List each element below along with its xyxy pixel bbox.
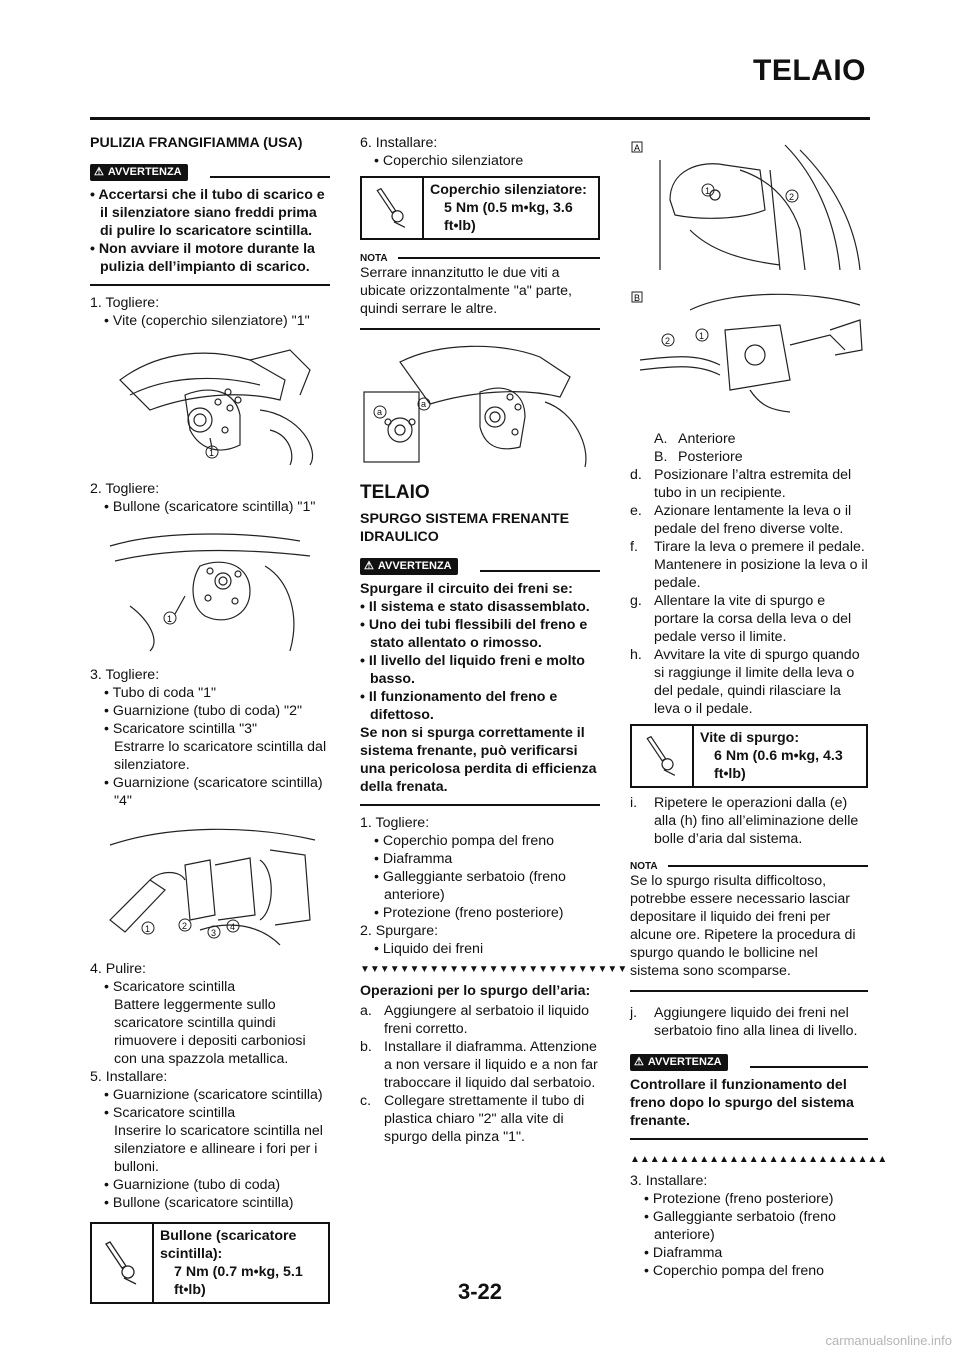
procedure-step: f. Tirare la leva o premere il pedale. Mantenere in posizione la leva o il pedale. (630, 539, 868, 591)
procedure-step: j. Aggiungere liquido dei freni nel serbatoio fino alla linea di livello. (630, 1005, 858, 1039)
step-item: • Liquido dei freni (374, 941, 484, 957)
step-item: • Scaricatore scintilla "3" (104, 721, 258, 737)
torque-value: 5 Nm (0.5 m•kg, 3.6 ft•lb) (444, 200, 573, 234)
section-heading: TELAIO (360, 482, 430, 503)
figure-label: 4 (230, 922, 236, 932)
warning-badge: ⚠ AVVERTENZA (360, 558, 458, 575)
step: 2. Togliere: (90, 481, 160, 497)
section-title: PULIZIA FRANGIFIAMMA (USA) (90, 135, 303, 151)
torque-wrench-icon (632, 726, 694, 786)
step-item: • Guarnizione (tubo di coda) "2" (104, 703, 303, 719)
torque-value: 6 Nm (0.6 m•kg, 4.3 ft•lb) (714, 748, 843, 782)
step: 2. Spurgare: (360, 923, 439, 939)
procedure-step: b. Installare il diaframma. Attenzione a non versare il liquido e a non far traboccare il liquido dal serbatoio. (360, 1039, 598, 1091)
figure-label: 3 (211, 928, 217, 938)
step-item: • Guarnizione (tubo di coda) (104, 1177, 281, 1193)
step-item: • Protezione (freno posteriore) (374, 905, 564, 921)
torque-value: 7 Nm (0.7 m•kg, 5.1 ft•lb) (174, 1264, 303, 1298)
warning-item: • Il sistema e stato disassemblato. (360, 599, 590, 615)
warning-item: • Il funzionamento del freno e difettoso. (360, 689, 558, 723)
procedure-step: g. Allentare la vite di spurgo e portare la corsa della leva o del pedale verso il limite. (630, 593, 852, 645)
procedure-step: d. Posizionare l’altra estremita del tubo in un recipiente. (630, 467, 852, 501)
step: 1. Togliere: (360, 815, 430, 831)
torque-wrench-icon (362, 178, 424, 238)
torque-name: Bullone (scaricatore scintilla): (160, 1228, 297, 1262)
column-2 (360, 134, 628, 1146)
section-title: SPURGO SISTEMA FRENANTE IDRAULICO (360, 511, 570, 545)
warning-badge: ⚠ AVVERTENZA (630, 1054, 728, 1071)
procedure-title: Operazioni per lo spurgo dell’aria: (360, 983, 591, 999)
step-item: • Protezione (freno posteriore) (644, 1191, 834, 1207)
warning-icon: ⚠ (94, 166, 104, 178)
step-item: • Galleggiante serbatoio (freno anteriore) (644, 1209, 836, 1243)
procedure-step: e. Azionare lentamente la leva o il pedale del freno diverse volte. (630, 503, 852, 537)
header-rule (90, 117, 870, 120)
torque-spec-box (360, 176, 600, 240)
step-item: • Bullone (scaricatore scintilla) (104, 1195, 294, 1211)
figure-label: 1 (699, 331, 705, 341)
figure-spark-arrester-bolt (90, 526, 330, 656)
warning-intro: Spurgare il circuito dei freni se: (360, 581, 573, 597)
step-note: Estrarre lo scaricatore scintilla dal silenziatore. (114, 739, 327, 773)
torque-name: Vite di spurgo: (700, 730, 800, 746)
step-item: • Guarnizione (scaricatore scintilla) "4" (104, 775, 323, 809)
figure-tail-pipe (90, 820, 330, 950)
step: 3. Installare: (630, 1173, 708, 1189)
warning-box (90, 162, 330, 286)
step-item: • Vite (coperchio silenziatore) "1" (104, 313, 310, 329)
warning-icon: ⚠ (634, 1056, 644, 1068)
warning-icon: ⚠ (364, 560, 374, 572)
step: 1. Togliere: (90, 295, 160, 311)
watermark: carmanualsonline.info (825, 1333, 952, 1348)
page-header-title: TELAIO (753, 54, 866, 87)
torque-name: Coperchio silenziatore: (430, 182, 587, 198)
warning-badge: ⚠ AVVERTENZA (90, 164, 188, 181)
procedure-step: h. Avvitare la vite di spurgo quando si raggiunge il limite della leva o del pedale, quindi rilasciare la leva o il pedale. (630, 647, 860, 717)
figure-label: 1 (167, 614, 173, 624)
note-body: Serrare innanzitutto le due viti a ubicate orizzontalmente "a" parte, quindi serrare le altre. (360, 262, 600, 330)
step-item: • Guarnizione (scaricatore scintilla) (104, 1087, 323, 1103)
warning-outro: Se non si spurga correttamente il sistema frenante, può verificarsi una pericolosa perdita di efficienza della frenata. (360, 725, 597, 795)
step: 6. Installare: (360, 135, 438, 151)
column-1 (90, 134, 330, 1310)
figure-caption: A. Anteriore (654, 431, 736, 447)
figure-front-brake (630, 140, 868, 280)
step-note: Inserire lo scaricatore scintilla nel silenziatore e allineare i fori per i bulloni. (114, 1123, 323, 1175)
step-item: • Coperchio pompa del freno (374, 833, 555, 849)
procedure-step: i. Ripetere le operazioni dalla (e) alla (h) fino all’eliminazione delle bolle d’aria dal sistema. (630, 795, 859, 847)
step: 5. Installare: (90, 1069, 168, 1085)
figure-rear-brake (630, 290, 868, 420)
torque-spec-box (630, 724, 868, 788)
warning-box (360, 556, 600, 806)
note-body: Se lo spurgo risulta difficoltoso, potrebbe essere necessario lasciar depositare il liquido dei freni per alcune ore. Ripetere la procedura di spurgo quando le bollicine nel sistema sono scomparse. (630, 870, 868, 992)
step: 4. Pulire: (90, 961, 146, 977)
figure-caption: B. Posteriore (654, 449, 743, 465)
figure-label: 1 (705, 186, 711, 196)
procedure-end-marker: ▲▲▲▲▲▲▲▲▲▲▲▲▲▲▲▲▲▲▲▲▲▲▲▲▲▲ (630, 1154, 888, 1165)
warning-box (630, 1052, 868, 1140)
warning-item: • Il livello del liquido freni e molto basso. (360, 653, 585, 687)
page-number: 3-22 (457, 1279, 503, 1304)
figure-label: 2 (665, 336, 671, 346)
warning-item: • Uno dei tubi flessibili del freno e stato allentato o rimosso. (360, 617, 588, 651)
step-item: • Coperchio silenziatore (374, 153, 524, 169)
figure-label: 2 (789, 192, 795, 202)
figure-label: 1 (145, 924, 151, 934)
step-note: Battere leggermente sullo scaricatore scintilla quindi rimuovere i depositi carboniosi con una spazzola metallica. (114, 997, 306, 1067)
procedure-start-marker: ▼▼▼▼▼▼▼▼▼▼▼▼▼▼▼▼▼▼▼▼▼▼▼▼▼▼▼ (360, 964, 628, 975)
step-item: • Scaricatore scintilla (104, 979, 236, 995)
step-item: • Tubo di coda "1" (104, 685, 217, 701)
figure-label: a (377, 407, 383, 417)
procedure-step: a. Aggiungere al serbatoio il liquido freni corretto. (360, 1003, 590, 1037)
column-3 (630, 134, 888, 1280)
step: 3. Togliere: (90, 667, 160, 683)
figure-silencer-cover-bolts (360, 342, 600, 472)
step-item: • Diaframma (644, 1245, 723, 1261)
note-header: NOTA (630, 858, 868, 870)
figure-label: 1 (209, 448, 215, 458)
step-item: • Diaframma (374, 851, 453, 867)
figure-letter: A (634, 143, 641, 153)
step-item: • Galleggiante serbatoio (freno anteriore) (374, 869, 566, 903)
figure-silencer-cover (90, 340, 330, 470)
figure-label: a (421, 399, 427, 409)
procedure-step: c. Collegare strettamente il tubo di plastica chiaro "2" alla vite di spurgo della pinza "1". (360, 1093, 585, 1145)
warning-item: • Non avviare il motore durante la pulizia dell’impianto di scarico. (90, 241, 315, 275)
warning-item: • Accertarsi che il tubo di scarico e il silenziatore siano freddi prima di pulire lo scaricatore scintilla. (90, 187, 325, 239)
step-item: • Coperchio pompa del freno (644, 1263, 825, 1279)
step-item: • Scaricatore scintilla (104, 1105, 236, 1121)
figure-label: 2 (182, 921, 188, 931)
step-item: • Bullone (scaricatore scintilla) "1" (104, 499, 316, 515)
figure-letter: B (634, 293, 641, 303)
note-header: NOTA (360, 250, 600, 262)
warning-text: Controllare il funzionamento del freno dopo lo spurgo del sistema frenante. (630, 1077, 854, 1129)
